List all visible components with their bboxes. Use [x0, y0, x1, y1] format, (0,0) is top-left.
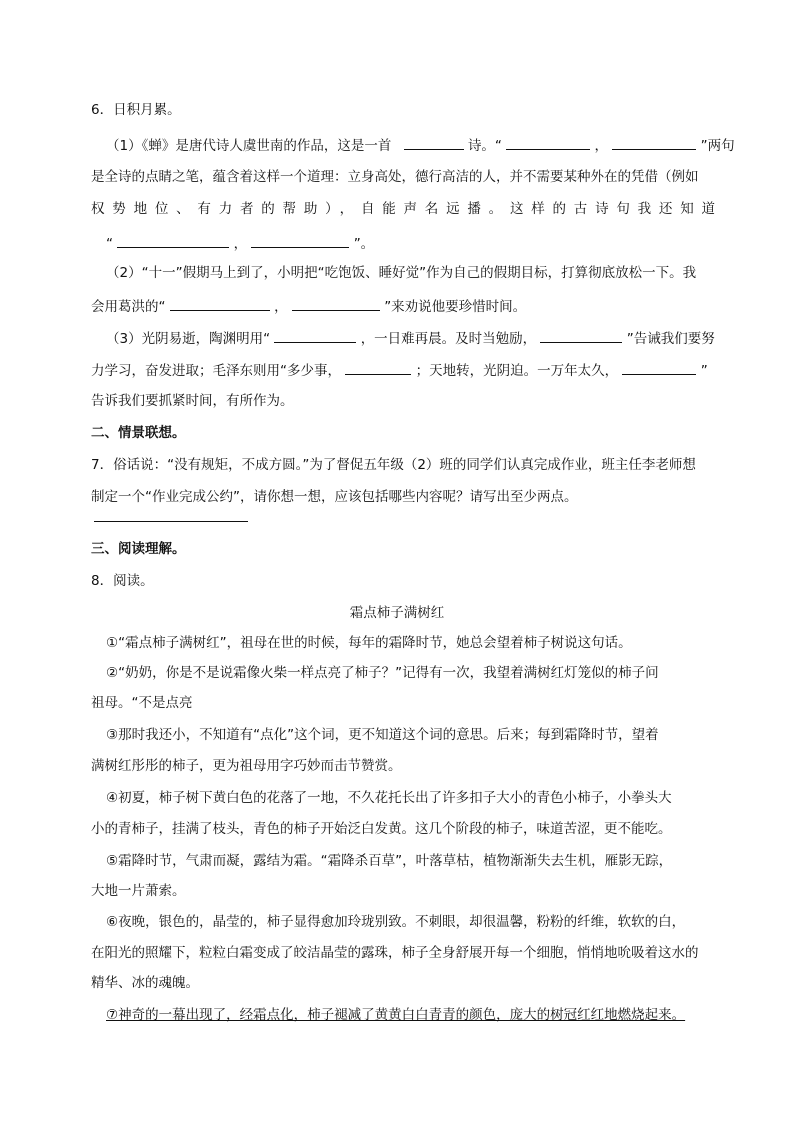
text-segment: ”来劝说他要珍惜时间。 [384, 299, 527, 315]
passage-paragraph-3-line1: ③那时我还小，不知道有“点化”这个词，更不知道这个词的意思。后来；每到霜降时节，望着 [106, 727, 659, 743]
q6-part2-line1: （2）“十一”假期马上到了，小明把“吃饱饭、睡好觉”作为自己的假期目标，打算彻底放松一下。我 [106, 265, 697, 281]
text-segment: （1）《蝉》是唐代诗人虞世南的作品，这是一首 [106, 138, 392, 154]
blank-tao-2[interactable] [540, 328, 622, 343]
passage-paragraph-6-line2: 在阳光的照耀下，粒粒白霜变成了皎洁晶莹的露珠，柿子全身舒展开每一个细胞，悄悄地吮吸着这水的 [91, 945, 699, 961]
passage-paragraph-4-line2: 小的青柿子，挂满了枝头，青色的柿子开始泛白发黄。这几个阶段的柿子，味道苦涩，更不能吃。 [91, 821, 672, 837]
text-segment: ” [700, 363, 708, 379]
passage-paragraph-2-line1: ②“奶奶，你是不是说霜像火柴一样点亮了柿子？”记得有一次，我望着满树红灯笼似的柿子问 [106, 665, 659, 681]
blank-known-verse-1[interactable] [117, 233, 229, 248]
q6-part1-line4 [106, 233, 736, 253]
blank-poem-line-1[interactable] [506, 135, 590, 150]
text-segment: 诗。“ [467, 138, 502, 154]
passage-paragraph-4-line1: ④初夏，柿子树下黄白色的花落了一地，不久花托长出了许多扣子大小的青色小柿子，小拳头大 [106, 790, 672, 806]
passage-paragraph-2-line2: 祖母。“不是点亮 [91, 695, 193, 711]
q7-line2: 制定一个“作业完成公约”，请你想一想，应该包括哪些内容呢？请写出至少两点。 [91, 489, 578, 505]
text-segment: ， [594, 138, 609, 154]
text-segment: ”告诫我们要努 [626, 331, 715, 347]
passage-paragraph-5-line1: ⑤霜降时节，气肃而凝，露结为霜。“霜降杀百草”，叶落草枯，植物渐渐失去生机，雁影无踪， [106, 853, 673, 869]
blank-poem-line-2[interactable] [612, 135, 696, 150]
text-segment: 力学习，奋发进取；毛泽东则用“多少事， [91, 363, 341, 379]
blank-mao-1[interactable] [345, 360, 411, 375]
q6-part2-line2 [91, 296, 721, 316]
passage-paragraph-5-line2: 大地一片萧索。 [91, 883, 186, 899]
passage-paragraph-1: ①“霜点柿子满树红”，祖母在世的时候，每年的霜降时节，她总会望着柿子树说这句话。 [106, 635, 632, 651]
q6-part3-line3: 告诉我们要抓紧时间，有所作为。 [91, 393, 294, 409]
text-segment: ”。 [353, 236, 375, 252]
q7-line1: 7．俗话说：“没有规矩，不成方圆。”为了督促五年级（2）班的同学们认真完成作业，班主任李老师想 [91, 457, 696, 473]
passage-paragraph-6-line1: ⑥夜晚，银色的，晶莹的，柿子显得愈加玲珑别致。不刺眼，却很温馨，粉粉的纤维，软软的白， [106, 914, 686, 930]
blank-tao-1[interactable] [274, 328, 356, 343]
q6-part1-line2: 是全诗的点睛之笔，蕴含着这样一个道理：立身高处，德行高洁的人，并不需要某种外在的凭借（例如 [91, 169, 699, 185]
q6-part1-line3: 权势地位、有力者的帮助），自能声名远播。这样的古诗句我还知道 [91, 201, 715, 217]
text-segment: ， [233, 236, 248, 252]
blank-gehong-2[interactable] [292, 296, 380, 311]
blank-known-verse-2[interactable] [251, 233, 349, 248]
text-segment: ，一日难再晨。及时当勉励， [360, 331, 537, 347]
q7-answer-line[interactable] [94, 521, 248, 522]
q8-heading: 8．阅读。 [91, 573, 154, 589]
passage-paragraph-3-line2: 满树红彤彤的柿子，更为祖母用字巧妙而击节赞赏。 [91, 758, 402, 774]
text-segment: ， [274, 299, 288, 315]
text-segment: ；天地转，光阴迫。一万年太久， [415, 363, 619, 379]
passage-title: 霜点柿子满树红 [349, 605, 445, 621]
section-3-heading: 三、阅读理解。 [91, 541, 186, 557]
text-segment: 会用葛洪的“ [91, 299, 166, 315]
text-segment: ”两句 [700, 138, 735, 154]
q6-part3-line1 [106, 328, 736, 348]
blank-mao-2[interactable] [622, 360, 696, 375]
blank-gehong-1[interactable] [170, 296, 270, 311]
q6-part3-line2 [91, 360, 721, 380]
q6-part1-line1 [106, 135, 736, 155]
question-6-heading: 6．日积月累。 [91, 102, 181, 118]
passage-paragraph-6-line3: 精华、冰的魂魄。 [91, 975, 199, 991]
section-2-heading: 二、情景联想。 [91, 425, 186, 441]
blank-poem-type[interactable] [404, 135, 464, 150]
text-segment: “ [106, 236, 113, 252]
passage-paragraph-7-line1: ⑦神奇的一幕出现了，经霜点化，柿子褪减了黄黄白白青青的颜色，庞大的树冠红红地燃烧起来。 [106, 1007, 686, 1023]
text-segment: （3）光阴易逝，陶渊明用“ [106, 331, 271, 347]
